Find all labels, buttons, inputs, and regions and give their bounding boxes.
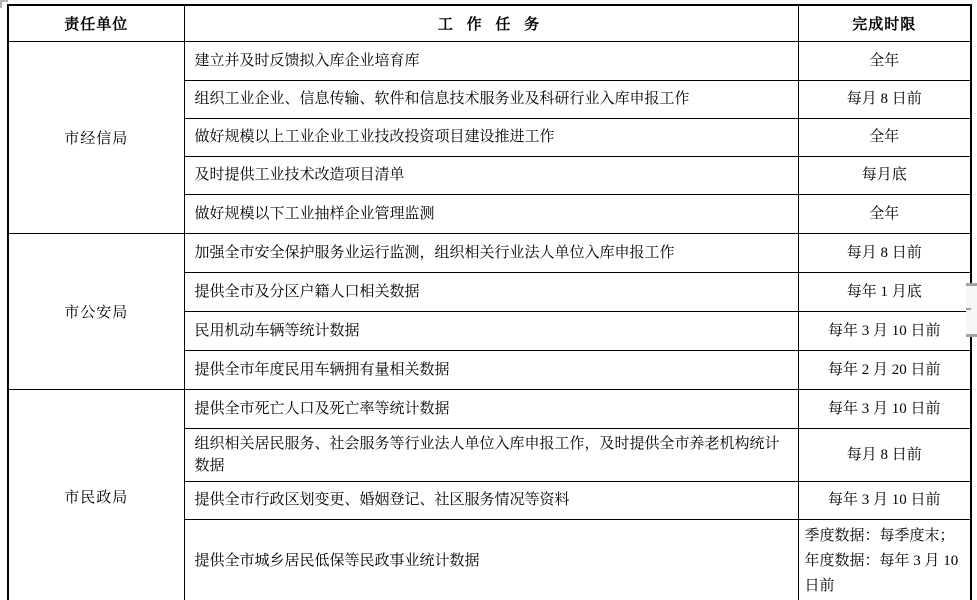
deadline-cell: 每月 8 日前 xyxy=(798,233,971,272)
task-cell: 及时提供工业技术改造项目清单 xyxy=(184,156,798,194)
deadline-cell: 每年 1 月底 xyxy=(798,272,971,311)
column-header-task: 工 作 任 务 xyxy=(184,5,798,41)
deadline-cell: 全年 xyxy=(798,41,971,80)
task-cell: 做好规模以下工业抽样企业管理监测 xyxy=(184,194,798,233)
deadline-cell: 每年 3 月 10 日前 xyxy=(798,389,971,428)
deadline-cell: 每月 8 日前 xyxy=(798,428,971,481)
unit-cell: 市民政局 xyxy=(8,389,184,600)
responsibility-task-table xyxy=(7,4,972,600)
table-row xyxy=(8,389,971,428)
deadline-cell: 每月 8 日前 xyxy=(798,80,971,118)
task-cell: 提供全市死亡人口及死亡率等统计数据 xyxy=(184,389,798,428)
task-cell: 提供全市行政区划变更、婚姻登记、社区服务情况等资料 xyxy=(184,481,798,519)
task-cell: 组织工业企业、信息传输、软件和信息技术服务业及科研行业入库申报工作 xyxy=(184,80,798,118)
deadline-cell: 每年 3 月 10 日前 xyxy=(798,481,971,519)
task-cell: 做好规模以上工业企业工业技改投资项目建设推进工作 xyxy=(184,118,798,156)
vertical-scrollbar-thumb[interactable] xyxy=(966,283,977,337)
scrollbar-grip-icon xyxy=(966,308,971,310)
column-header-deadline: 完成时限 xyxy=(798,5,971,41)
table-row xyxy=(8,233,971,272)
table-row xyxy=(8,41,971,80)
header-row xyxy=(8,5,971,41)
unit-cell: 市公安局 xyxy=(8,233,184,389)
deadline-cell: 每年 3 月 10 日前 xyxy=(798,311,971,350)
unit-cell: 市经信局 xyxy=(8,41,184,233)
column-header-unit: 责任单位 xyxy=(8,5,184,41)
task-cell: 民用机动车辆等统计数据 xyxy=(184,311,798,350)
task-cell: 提供全市城乡居民低保等民政事业统计数据 xyxy=(184,519,798,600)
task-cell: 提供全市及分区户籍人口相关数据 xyxy=(184,272,798,311)
deadline-cell: 每年 2 月 20 日前 xyxy=(798,350,971,389)
task-cell: 提供全市年度民用车辆拥有量相关数据 xyxy=(184,350,798,389)
deadline-cell: 季度数据：每季度末；年度数据：每年 3 月 10 日前 xyxy=(798,519,971,600)
deadline-cell: 每月底 xyxy=(798,156,971,194)
deadline-cell: 全年 xyxy=(798,194,971,233)
task-cell: 建立并及时反馈拟入库企业培育库 xyxy=(184,41,798,80)
task-cell: 组织相关居民服务、社会服务等行业法人单位入库申报工作，及时提供全市养老机构统计数据 xyxy=(184,428,798,481)
deadline-cell: 全年 xyxy=(798,118,971,156)
task-cell: 加强全市安全保护服务业运行监测，组织相关行业法人单位入库申报工作 xyxy=(184,233,798,272)
